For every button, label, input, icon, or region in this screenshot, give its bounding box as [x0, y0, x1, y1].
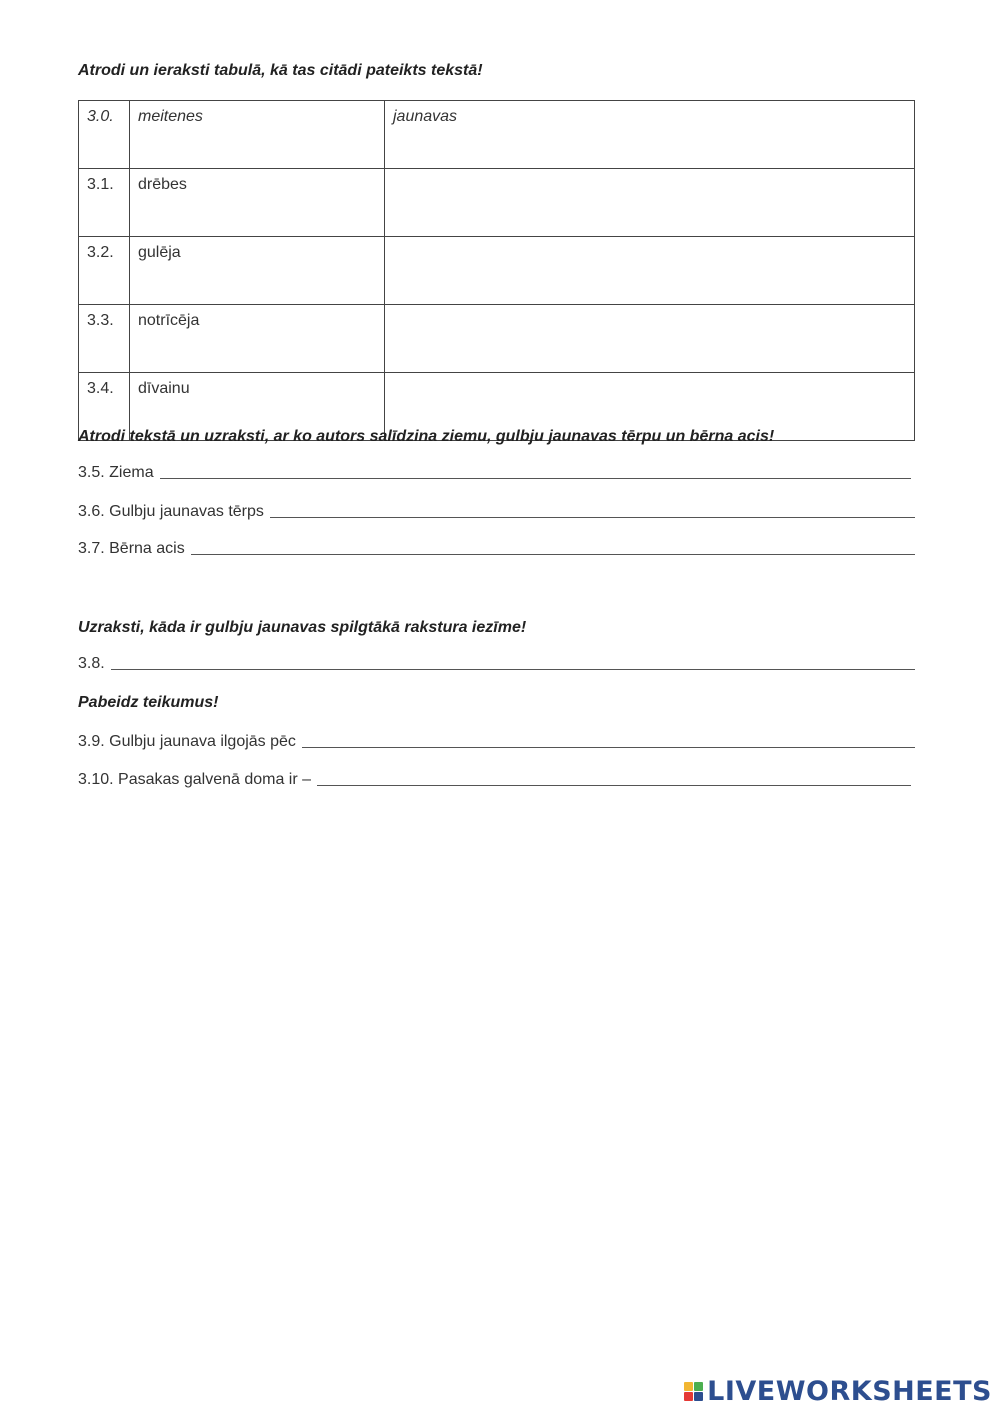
question-label: 3.7. Bērna acis [78, 540, 185, 557]
answer-line-input[interactable] [270, 503, 915, 518]
row-word: gulēja [130, 237, 385, 305]
answer-line-input[interactable] [302, 733, 915, 748]
question-label: 3.6. Gulbju jaunavas tērps [78, 503, 264, 520]
row-word: dīvainu [130, 373, 385, 441]
question-label: 3.5. Ziema [78, 464, 154, 481]
row-word: drēbes [130, 169, 385, 237]
logo-square [684, 1392, 693, 1401]
row-answer-input[interactable] [385, 305, 915, 373]
row-number: 3.1. [79, 169, 130, 237]
section3-heading: Uzraksti, kāda ir gulbju jaunavas spilgtākā rakstura iezīme! [78, 619, 527, 636]
answer-line-input[interactable] [160, 464, 911, 479]
row-answer-input[interactable] [385, 237, 915, 305]
liveworksheets-logo-icon [684, 1382, 703, 1401]
answer-row-3-7 [78, 540, 915, 558]
table-row [79, 305, 915, 373]
section4-heading: Pabeidz teikumus! [78, 694, 219, 711]
row-number: 3.3. [79, 305, 130, 373]
row-answer-input[interactable] [385, 169, 915, 237]
answer-row-3-10 [78, 771, 911, 789]
table-row [79, 237, 915, 305]
answer-row-3-5 [78, 464, 911, 482]
answer-row-3-6 [78, 503, 915, 521]
answer-line-input[interactable] [191, 540, 915, 555]
row-number: 3.0. [79, 101, 130, 169]
liveworksheets-wordmark: LIVEWORKSHEETS [707, 1376, 992, 1407]
row-word: meitenes [130, 101, 385, 169]
answer-row-3-9 [78, 733, 915, 751]
row-word: notrīcēja [130, 305, 385, 373]
logo-square [684, 1382, 693, 1391]
answer-line-input[interactable] [317, 771, 911, 786]
logo-square [694, 1382, 703, 1391]
answer-row-3-8 [78, 655, 915, 673]
row-number: 3.4. [79, 373, 130, 441]
row-answer-cell: jaunavas [385, 101, 915, 169]
vocabulary-table [78, 100, 915, 441]
logo-square [694, 1392, 703, 1401]
liveworksheets-brand [684, 1376, 992, 1407]
table-row [79, 169, 915, 237]
answer-line-input[interactable] [111, 655, 915, 670]
section2-heading: Atrodi tekstā un uzraksti, ar ko autors salīdzina ziemu, gulbju jaunavas tērpu un bērna acis! [78, 428, 775, 445]
section1-heading: Atrodi un ieraksti tabulā, kā tas citādi pateikts tekstā! [78, 62, 483, 79]
question-label: 3.8. [78, 655, 105, 672]
table-row [79, 101, 915, 169]
question-label: 3.9. Gulbju jaunava ilgojās pēc [78, 733, 296, 750]
question-label: 3.10. Pasakas galvenā doma ir – [78, 771, 312, 788]
row-number: 3.2. [79, 237, 130, 305]
